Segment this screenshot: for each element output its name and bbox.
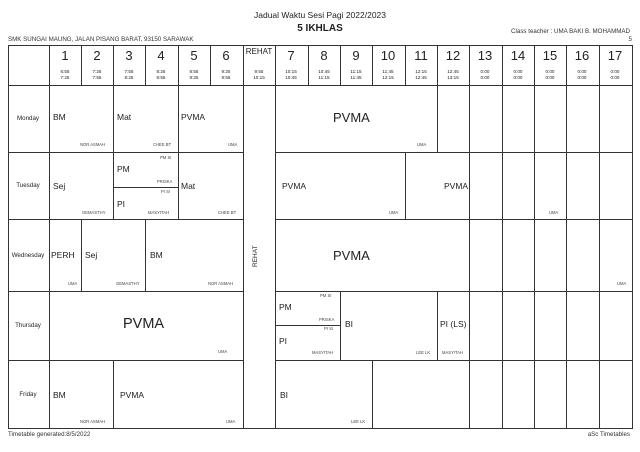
lesson-teacher: LEE LK (351, 419, 366, 424)
period-number: 2 (93, 48, 101, 63)
lesson-subject: PVMA (333, 248, 370, 263)
day-label-tuesday: Tuesday (16, 182, 40, 189)
grid-border (8, 45, 633, 429)
footer-brand: aSc Timetables (587, 431, 630, 438)
period-end: 13:15 (447, 75, 459, 80)
col-line (243, 45, 244, 429)
rehat-header: REHAT (245, 47, 273, 56)
period-start: 0:00 (545, 69, 555, 74)
period-end: 12:45 (415, 75, 427, 80)
lesson-room: PM SI (320, 293, 332, 298)
lesson-room: PI SI (324, 326, 334, 331)
period-start: 0:00 (610, 69, 620, 74)
class-code: 5 (628, 36, 632, 43)
row-line (275, 152, 632, 153)
timetable-grid (8, 45, 633, 429)
row-line (8, 360, 243, 361)
row-line (8, 291, 243, 292)
period-start: 11:45 (382, 69, 394, 74)
lesson-subject: Mat (181, 181, 196, 191)
lesson-subject: PI (279, 336, 288, 346)
col-line (502, 45, 503, 429)
lesson-subject: BM (53, 390, 66, 400)
lesson-subject: PERH (51, 250, 75, 260)
timetable-title: Jadual Waktu Sesi Pagi 2022/2023 (254, 10, 386, 20)
day-label-thursday: Thursday (15, 322, 41, 329)
row-line (8, 152, 243, 153)
lesson-subject: PVMA (123, 316, 165, 332)
day-col-divider (49, 45, 50, 429)
period-start: 8:25 (156, 69, 166, 74)
period-number: 3 (125, 48, 133, 63)
row-line (8, 219, 243, 220)
lesson-divider (340, 292, 341, 361)
split-divider (114, 187, 178, 188)
lesson-teacher: NOR ASMAH (80, 142, 106, 147)
header-row-divider (8, 85, 632, 86)
lesson-divider (437, 86, 438, 153)
period-start: 0:00 (577, 69, 587, 74)
lesson-teacher: NOR ASMAH (208, 281, 234, 286)
period-number: 13 (477, 48, 493, 63)
lesson-subject: BI (345, 319, 354, 329)
col-line (599, 45, 600, 429)
period-number: 7 (287, 48, 295, 63)
period-start: 9:25 (221, 69, 231, 74)
lesson-divider (372, 361, 373, 429)
lesson-subject: BM (150, 250, 163, 260)
period-number: 16 (574, 48, 590, 63)
lesson-teacher: UMA (218, 349, 228, 354)
period-start: 7:25 (92, 69, 102, 74)
period-end: 7:55 (92, 75, 102, 80)
lesson-teacher: UMA (617, 281, 627, 286)
lesson-teacher: CHEE BT (153, 142, 172, 147)
lesson-subject: PI (117, 199, 126, 209)
lesson-divider (178, 86, 179, 153)
period-start: 6:55 (60, 69, 70, 74)
lesson-teacher: MASYITAH (442, 350, 464, 355)
lesson-divider (81, 220, 82, 292)
lesson-teacher: UMA (226, 419, 236, 424)
lesson-teacher: PRISKA (157, 179, 173, 184)
period-end: 12:15 (382, 75, 394, 80)
col-line (275, 45, 276, 429)
day-label-friday: Friday (19, 391, 37, 398)
period-start: 12:15 (415, 69, 427, 74)
lesson-subject: PVMA (444, 181, 469, 191)
lesson-subject: PVMA (120, 390, 145, 400)
lesson-subject: Sej (53, 181, 66, 191)
period-end: 8:25 (124, 75, 134, 80)
lesson-teacher: MASYITAH (312, 350, 334, 355)
period-number: 17 (607, 48, 623, 63)
lesson-divider (405, 153, 406, 220)
lesson-subject: PVMA (181, 112, 206, 122)
school-address: SMK SUNGAI MAUNG, JALAN PISANG BARAT, 93150 SARAWAK (8, 36, 194, 43)
period-end: 0:00 (610, 75, 620, 80)
col-line (534, 45, 535, 429)
period-number: 9 (352, 48, 360, 63)
col-line (566, 45, 567, 429)
lesson-teacher: UMA (417, 142, 427, 147)
lesson-divider (113, 361, 114, 429)
period-end: 0:00 (545, 75, 555, 80)
lesson-subject: PM (279, 302, 292, 312)
lesson-subject: Mat (117, 112, 132, 122)
period-end: 7:25 (60, 75, 70, 80)
lesson-subject: PVMA (282, 181, 307, 191)
lesson-subject: PVMA (333, 110, 370, 125)
lesson-subject: Sej (85, 250, 98, 260)
period-number: 4 (157, 48, 165, 63)
period-start: 11:15 (350, 69, 362, 74)
period-end: 10:45 (285, 75, 297, 80)
period-start: 10:45 (318, 69, 330, 74)
lesson-divider (145, 220, 146, 292)
lesson-teacher: GEMASTHY (82, 210, 106, 215)
period-number: 12 (445, 48, 461, 63)
period-end: 0:00 (513, 75, 523, 80)
period-start: 0:00 (480, 69, 490, 74)
period-number: 1 (61, 48, 69, 63)
period-number: 8 (320, 48, 328, 63)
lesson-teacher: UMA (68, 281, 78, 286)
period-number: 14 (510, 48, 526, 63)
row-line (275, 219, 632, 220)
day-label-monday: Monday (16, 115, 39, 122)
class-teacher: Class teacher : UMA BAKI B. MOHAMMAD (511, 28, 630, 35)
lesson-subject: PI (LS) (440, 319, 467, 329)
col-line (469, 45, 470, 429)
period-end: 9:25 (189, 75, 199, 80)
class-name: 5 IKHLAS (297, 23, 343, 34)
lesson-teacher: CHEE BT (218, 210, 237, 215)
rehat-label: REHAT (252, 245, 259, 267)
lesson-room: PM SI (160, 155, 172, 160)
period-start: 7:55 (124, 69, 134, 74)
lesson-divider (437, 292, 438, 361)
period-end: 0:00 (480, 75, 490, 80)
period-end: 0:00 (577, 75, 587, 80)
period-end: 10:15 (253, 75, 265, 80)
lesson-room: PI SI (161, 189, 171, 194)
period-end: 8:55 (156, 75, 166, 80)
period-number: 6 (222, 48, 230, 63)
period-number: 15 (542, 48, 558, 63)
lesson-teacher: LEE LK (416, 350, 431, 355)
lesson-subject: BI (280, 390, 289, 400)
lesson-teacher: MASYITAH (148, 210, 170, 215)
lesson-subject: BM (53, 112, 66, 122)
lesson-subject: PM (117, 164, 130, 174)
lesson-teacher: UMA (549, 210, 559, 215)
period-number: 11 (414, 48, 428, 63)
lesson-divider (178, 153, 179, 220)
lesson-teacher: PRISKA (319, 317, 335, 322)
row-line (275, 291, 632, 292)
period-start: 12:45 (447, 69, 459, 74)
lesson-teacher: GEMASTHY (116, 281, 140, 286)
period-end: 11:45 (350, 75, 362, 80)
period-start: 10:15 (285, 69, 297, 74)
period-number: 5 (190, 48, 198, 63)
period-start: 8:55 (189, 69, 199, 74)
day-label-wednesday: Wednesday (11, 252, 45, 259)
period-start: 0:00 (513, 69, 523, 74)
period-start: 9:55 (254, 69, 264, 74)
lesson-teacher: UMA (228, 142, 238, 147)
row-line (275, 360, 632, 361)
lesson-divider (113, 86, 114, 153)
period-number: 10 (380, 48, 396, 63)
period-end: 9:55 (221, 75, 231, 80)
lesson-teacher: UMA (389, 210, 399, 215)
lesson-teacher: NOR ASMAH (80, 419, 106, 424)
period-end: 11:15 (318, 75, 330, 80)
footer-generated: Timetable generated:8/5/2022 (8, 431, 91, 438)
